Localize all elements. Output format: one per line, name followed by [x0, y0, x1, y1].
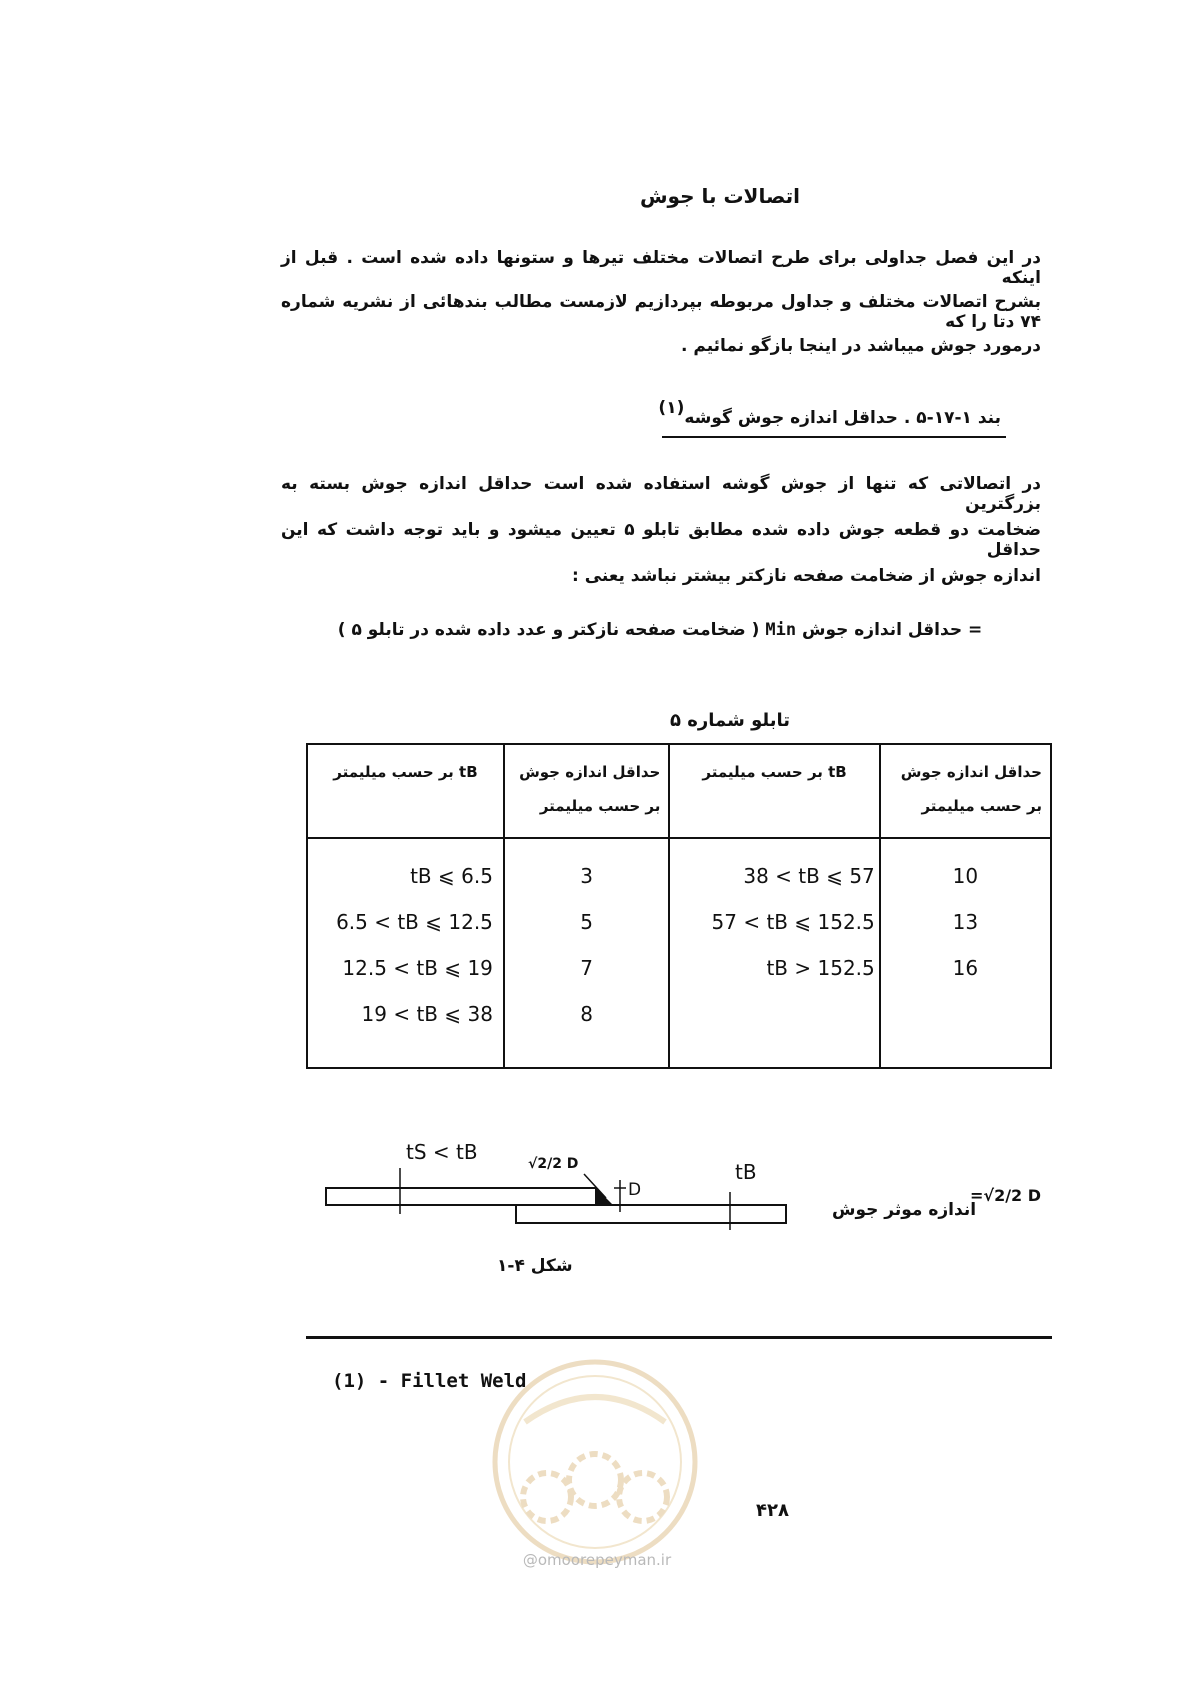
right-ranges-column — [669, 838, 879, 1068]
watermark-seal-icon — [485, 1352, 705, 1572]
table-row: tB > 152.5 — [766, 956, 875, 980]
header-min-right: حداقل اندازه جوش بر حسب میلیمتر — [880, 744, 1051, 838]
page-number: ۴۲۸ — [756, 1500, 789, 1521]
weld-size-table — [306, 743, 1052, 1069]
body-line-2: ضخامت دو قطعه جوش داده شده مطابق تابلو ۵ تعیین میشود و باید توجه داشت که این حداقل — [281, 520, 1041, 560]
left-ranges-column — [307, 838, 504, 1068]
formula-lhs: = حداقل اندازه جوش — [801, 620, 983, 640]
table-title: تابلو شماره ۵ — [670, 710, 790, 731]
body-line-3: اندازه جوش از ضخامت صفحه نازکتر بیشتر نباشد یعنی : — [572, 566, 1041, 586]
footnote: (1) - Fillet Weld — [332, 1370, 527, 1392]
min-formula — [300, 620, 1020, 640]
footnote-separator — [306, 1336, 1052, 1339]
d-label: D — [628, 1180, 642, 1200]
page-title: اتصالات با جوش — [639, 184, 801, 208]
table-row: 16 — [952, 956, 979, 980]
intro-line-3: درمورد جوش میباشد در اینجا بازگو نمائیم . — [681, 336, 1041, 356]
throat-label: √2/2 D — [528, 1156, 579, 1172]
table-row: 57 < tB ⩽ 152.5 — [711, 910, 875, 934]
clause-heading — [601, 398, 1001, 428]
body-line-1: در اتصالاتی که تنها از جوش گوشه استفاده شده است حداقل اندازه جوش بسته به بزرگترین — [281, 474, 1041, 514]
table-row: 3 — [580, 864, 593, 888]
watermark-site: @omoorepeyman.ir — [522, 1551, 672, 1569]
tb-label: tB — [735, 1160, 757, 1184]
table-row: 7 — [580, 956, 593, 980]
table-row: 13 — [952, 910, 979, 934]
left-sizes-column — [504, 838, 669, 1068]
formula-rhs: ( ضخامت صفحه نازکتر و عدد داده شده در تابلو ۵ ) — [337, 620, 760, 640]
table-row: 8 — [580, 1002, 593, 1026]
table-row: 19 < tB ⩽ 38 — [361, 1002, 493, 1026]
intro-line-2: بشرح اتصالات مختلف و جداول مربوطه بپردازیم لازمست مطالب بندهائی از نشریه شماره ۷۴ دتا را که — [281, 292, 1041, 332]
header-min-left: حداقل اندازه جوش بر حسب میلیمتر — [504, 744, 669, 838]
right-sizes-column — [880, 838, 1051, 1068]
ts-lt-tb-label: tS < tB — [406, 1140, 478, 1164]
header-tb-right: tB بر حسب میلیمتر — [669, 744, 879, 838]
figure-caption: شکل ۴-۱ — [497, 1256, 573, 1276]
table-row: 6.5 < tB ⩽ 12.5 — [336, 910, 493, 934]
formula-func: Min — [765, 620, 797, 640]
table-row: tB ⩽ 6.5 — [410, 864, 493, 888]
table-row: 5 — [580, 910, 593, 934]
clause-footnote-mark: (۱) — [658, 398, 685, 418]
effective-size-formula: =√2/2 D — [970, 1186, 1042, 1205]
weld-diagram — [320, 1140, 800, 1230]
table-row: 10 — [952, 864, 979, 888]
clause-number: بند ۱-۱۷-۵ . — [903, 408, 1001, 428]
table-row: 38 < tB ⩽ 57 — [743, 864, 875, 888]
thick-plate — [516, 1205, 786, 1223]
intro-line-1: در این فصل جداولی برای طرح اتصالات مختلف تیرها و ستونها داده شده است . قبل از اینکه — [281, 248, 1041, 288]
effective-size-label: اندازه موثر جوش — [832, 1200, 977, 1220]
header-tb-left: tB بر حسب میلیمتر — [307, 744, 504, 838]
table-row: 12.5 < tB ⩽ 19 — [342, 956, 493, 980]
clause-underline — [662, 436, 1006, 438]
clause-title: حداقل اندازه جوش گوشه — [684, 408, 898, 428]
thin-plate — [326, 1188, 596, 1205]
